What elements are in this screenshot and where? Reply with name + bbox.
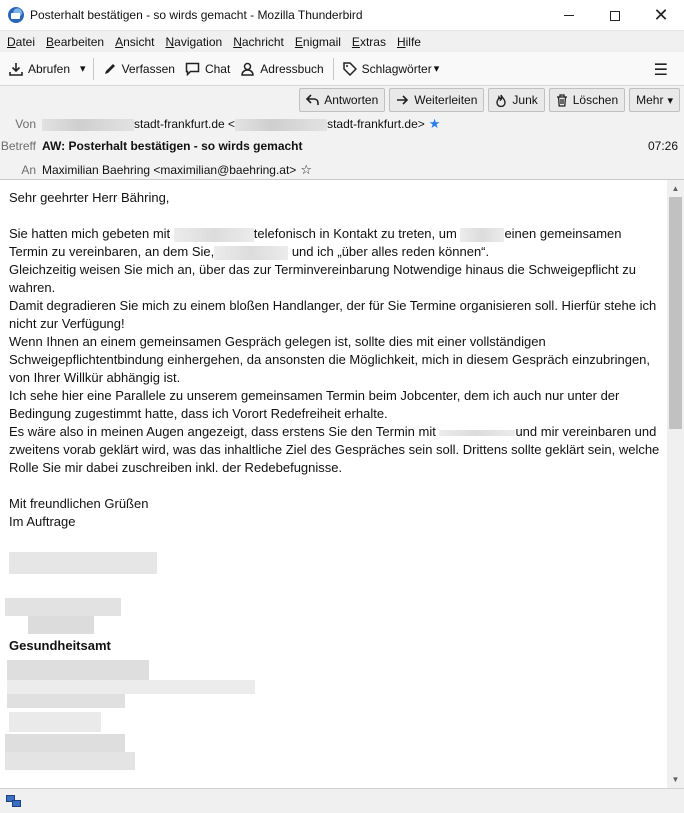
menu-ansicht[interactable] [111,35,158,49]
menu-label: atei [15,34,36,49]
forward-button[interactable] [389,88,484,112]
redacted-signature [9,552,157,574]
menu-label: nigmail [302,34,341,49]
from-address-domain: stadt-frankfurt.de [327,117,418,131]
reply-arrow-icon [306,94,319,106]
scroll-down-arrow-icon[interactable]: ▼ [671,775,680,784]
menu-bar [0,31,684,52]
menu-label: ilfe [405,34,421,49]
menu-enigmail[interactable] [291,35,345,49]
tags-label: Schlagwörter [361,61,432,76]
more-label: Mehr [636,93,664,107]
write-button[interactable] [98,56,180,82]
address-book-label: Adressbuch [260,61,324,76]
trash-icon [556,94,568,107]
address-book-button[interactable] [235,56,328,82]
status-bar [0,788,684,813]
toolbar-separator [93,58,94,80]
menu-mnemonic: N [165,34,175,49]
body-scrollbar[interactable] [667,180,684,788]
app-menu-button[interactable] [654,60,668,80]
paragraph-6 [9,423,661,477]
closing-line-1: Mit freundlichen Grüßen [9,496,149,511]
from-bracket-close: > [417,117,425,131]
menu-mnemonic: B [46,34,55,49]
p1-part-d: Termin zu vereinbaren, an dem Sie, [9,244,215,259]
subject-value: AW: Posterhalt bestätigen - so wirds gemacht [42,139,303,153]
p1-part-a: Sie hatten mich gebeten mit [9,226,174,241]
menu-label: achricht [241,34,284,49]
from-bracket-open: < [224,117,236,131]
chat-button[interactable] [180,56,235,82]
menu-label: nsicht [123,34,155,49]
toolbar-separator [333,58,334,80]
menu-bearbeiten[interactable] [42,35,108,49]
menu-mnemonic: H [396,34,406,49]
message-actions [295,88,680,112]
spacer [9,207,661,225]
hamburger-icon: ☰ [653,62,668,79]
tags-button[interactable] [338,56,445,82]
spacer [9,477,661,495]
menu-mnemonic: N [233,34,242,49]
paragraph-5: Ich sehe hier eine Parallele zu unserem gemeinsamen Termin beim Jobcenter, dem ich auch nur unter der Bedingung zugestimmt hatte, dass ich Vorort Redefreiheit erhalte. [9,388,620,421]
get-mail-label: Abrufen [28,61,71,76]
delete-button[interactable] [549,88,625,112]
menu-mnemonic: E [294,34,303,49]
message-body [0,180,666,788]
paragraph-2: Gleichzeitig weisen Sie mich an, über das zur Terminvereinbarung Notwendige hinaus die Schweigepflicht zu wahren. [9,262,636,295]
forward-arrow-icon [396,94,409,106]
close-icon: ✕ [653,5,669,25]
minimize-icon [564,15,574,16]
chat-bubble-icon [185,62,200,76]
menu-datei[interactable] [3,35,39,49]
salutation: Sehr geehrter Herr Bähring, [9,190,170,205]
redacted-contact [5,752,135,770]
chevron-down-icon: ▾ [80,63,86,75]
chevron-down-icon: ▾ [667,94,673,107]
window-controls [546,0,684,31]
redacted-contact [7,660,149,680]
from-row [0,115,684,133]
redacted-signature [5,598,121,616]
close-window-button[interactable] [638,0,684,31]
redacted-contact [7,680,255,694]
menu-label: xtras [359,34,386,49]
main-toolbar [0,52,684,86]
p1-part-c: einen gemeinsamen [504,226,622,241]
redacted-contact [5,734,125,752]
pencil-icon [103,62,117,76]
message-text [9,189,661,531]
chat-label: Chat [204,61,231,76]
redacted-name [214,246,288,260]
paragraph-3: Damit degradieren Sie mich zu einem bloßen Handlanger, der für Sie Termine organisieren soll. Hierfür stehe ich nicht zur Verfügung! [9,298,657,331]
forward-label: Weiterleiten [414,93,478,107]
closing-line-2: Im Auftrage [9,514,76,529]
redacted-signature [28,616,94,634]
menu-hilfe[interactable] [393,35,425,49]
reply-button[interactable] [299,88,385,112]
from-value[interactable] [42,117,425,131]
online-status-icon[interactable] [6,795,22,808]
redacted-sender-name [42,119,134,131]
redacted-name [174,228,254,242]
to-value[interactable]: Maximilian Baehring <maximilian@baehring.at> [42,163,297,177]
write-label: Verfassen [121,61,175,76]
get-mail-dropdown[interactable] [75,56,89,82]
paragraph-1 [9,225,661,261]
maximize-icon [610,11,620,21]
subject-row [0,137,684,155]
message-header [0,86,684,180]
star-filled-icon[interactable]: ★ [428,116,441,131]
menu-mnemonic: A [115,34,124,49]
star-outline-icon[interactable]: ☆ [300,162,312,177]
menu-navigation[interactable] [161,35,226,49]
menu-mnemonic: E [351,34,360,49]
subject-label: Betreff [0,139,36,153]
p6-part-a: Es wäre also in meinen Augen angezeigt, dass erstens Sie den Termin mit [9,424,440,439]
from-domain: stadt-frankfurt.de [134,117,225,131]
maximize-button[interactable] [592,0,638,31]
redacted-contact [7,694,125,708]
redacted-sender-address [235,119,327,131]
from-label: Von [15,117,36,131]
download-icon [9,62,23,76]
chevron-down-icon: ▾ [433,63,440,75]
menu-label: avigation [174,34,223,49]
to-row [0,161,684,179]
thunderbird-logo-icon [8,7,24,23]
to-label: An [21,163,36,177]
menu-extras[interactable] [348,35,390,49]
junk-button[interactable] [488,88,544,112]
menu-mnemonic: D [7,34,16,49]
delete-label: Löschen [572,93,619,107]
window-title: Posterhalt bestätigen - so wirds gemacht - Mozilla Thunderbird [30,8,363,22]
p1-part-e: und ich „über alles reden können“. [288,244,490,259]
p6-part-b: und mir vereinbaren und zweitens vorab geklärt wird, was das inhaltliche Ziel des Gespräches sein soll. Drittens sollte geklärt sein, welche Rolle Sie mir dabei zuschreiben inkl. der Redebefugnisse. [9,424,660,475]
minimize-button[interactable] [546,0,592,31]
more-button[interactable] [629,88,680,112]
message-time: 07:26 [647,139,678,153]
scroll-up-arrow-icon[interactable]: ▲ [671,184,680,193]
tag-icon [343,62,357,76]
menu-nachricht[interactable] [229,35,288,49]
department-name: Gesundheitsamt [9,638,111,653]
flame-icon [495,94,507,107]
get-mail-button[interactable] [4,56,75,82]
junk-label: Junk [512,93,538,107]
title-bar [0,0,684,31]
contacts-icon [240,62,255,76]
paragraph-4: Wenn Ihnen an einem gemeinsamen Gespräch gelegen ist, sollte dies mit einer vollständigen Schweigepflichtentbindung einhergehen, da ansonsten die Möglichkeit, mich in diesem Gespräch einzubringen, von Ihrer Willkür abhängig ist. [9,334,651,385]
reply-label: Antworten [324,93,379,107]
menu-label: earbeiten [54,34,105,49]
scrollbar-thumb[interactable] [669,197,682,429]
p1-part-b: telefonisch in Kontakt zu treten, um [253,226,461,241]
redacted-contact [9,712,101,732]
redacted-name [460,228,504,242]
redacted-name [439,430,515,436]
